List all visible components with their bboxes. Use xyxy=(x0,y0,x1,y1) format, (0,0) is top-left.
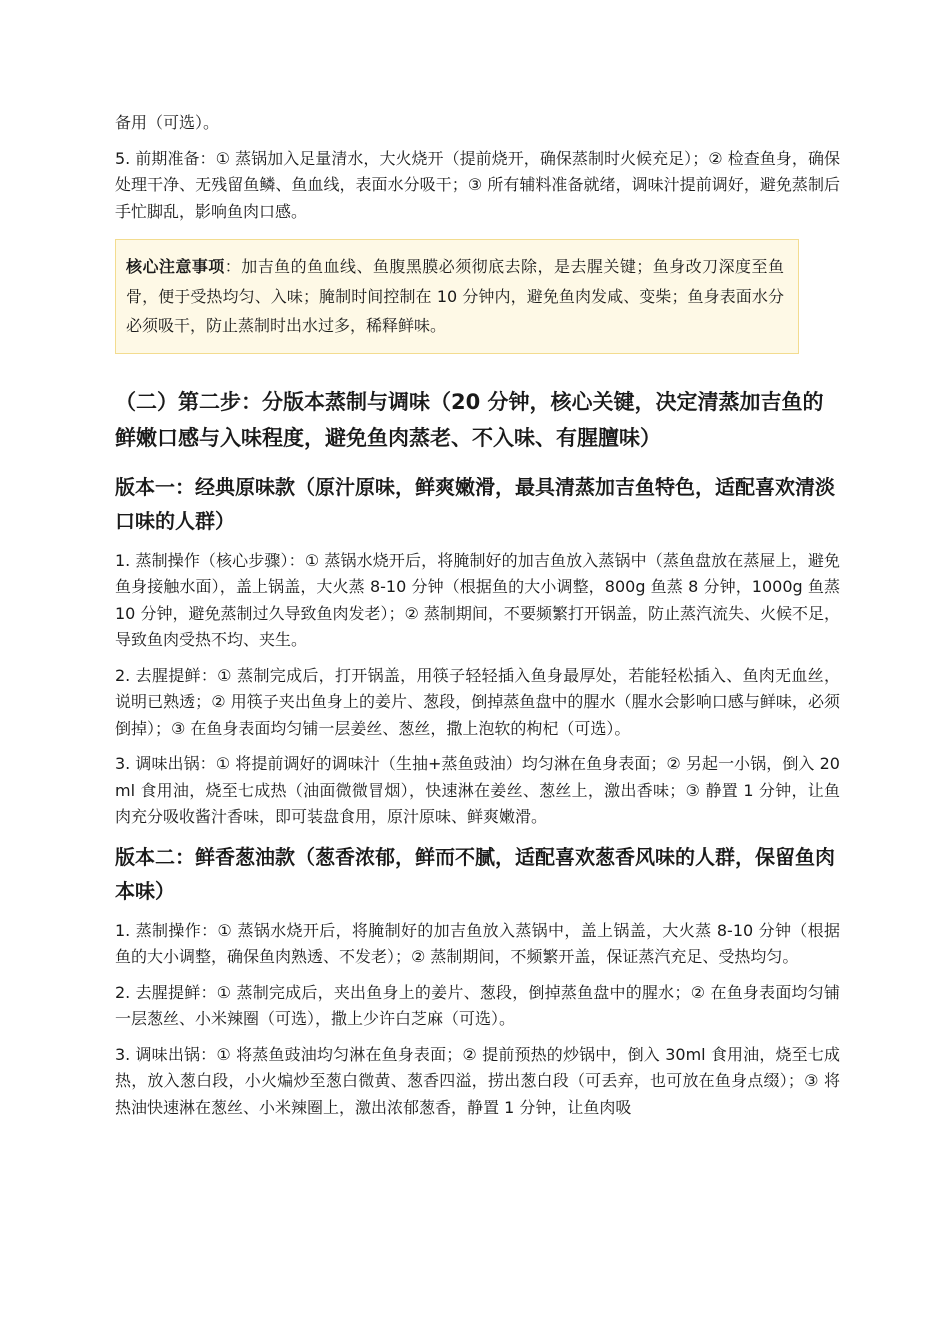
version1-item-3: 3. 调味出锅：① 将提前调好的调味汁（生抽+蒸鱼豉油）均匀淋在鱼身表面；② 另起一小锅，倒入 20ml 食用油，烧至七成热（油面微微冒烟），快速淋在姜丝、葱丝上，激出香味；③ 静置 1 分钟，让鱼肉充分吸收酱汁香味，即可装盘食用，原汁原味、鲜爽嫩滑。 xyxy=(115,754,840,826)
core-notes-title: 核心注意事项 xyxy=(126,257,225,276)
prep-tail-line: 备用（可选）。 xyxy=(115,113,220,132)
version2-item-2: 2. 去腥提鲜：① 蒸制完成后，夹出鱼身上的姜片、葱段，倒掉蒸鱼盘中的腥水；② 在鱼身表面均匀铺一层葱丝、小米辣圈（可选），撒上少许白芝麻（可选）。 xyxy=(115,982,840,1028)
version2-item-1: 1. 蒸制操作：① 蒸锅水烧开后，将腌制好的加吉鱼放入蒸锅中，盖上锅盖，大火蒸 8-10 分钟（根据鱼的大小调整，确保鱼肉熟透、不发老）；② 蒸制期间，不频繁开盖，保证蒸汽充足、受热均匀。 xyxy=(115,920,840,966)
step2-heading: （二）第二步：分版本蒸制与调味（20 分钟，核心关键，决定清蒸加吉鱼的鲜嫩口感与入味程度，避免鱼肉蒸老、不入味、有腥膻味） xyxy=(115,389,824,450)
core-notes-colon: ： xyxy=(224,257,242,276)
version2-heading: 版本二：鲜香葱油款（葱香浓郁，鲜而不腻，适配喜欢葱香风味的人群，保留鱼肉本味） xyxy=(115,844,835,903)
prep-item-5: 5. 前期准备：① 蒸锅加入足量清水，大火烧开（提前烧开，确保蒸制时火候充足）；② 检查鱼身，确保处理干净、无残留鱼鳞、鱼血线，表面水分吸干；③ 所有辅料准备就绪，调味汁提前调好，避免蒸制后手忙脚乱，影响鱼肉口感。 xyxy=(115,148,840,221)
version2-item-3: 3. 调味出锅：① 将蒸鱼豉油均匀淋在鱼身表面；② 提前预热的炒锅中，倒入 30ml 食用油，烧至七成热，放入葱白段，小火煸炒至葱白微黄、葱香四溢，捞出葱白段（可丢弃，也可放在鱼身点缀）；③ 将热油快速淋在葱丝、小米辣圈上，激出浓郁葱香，静置 1 分钟，让鱼肉吸 xyxy=(115,1044,840,1117)
version1-heading: 版本一：经典原味款（原汁原味，鲜爽嫩滑，最具清蒸加吉鱼特色，适配喜欢清淡口味的人群） xyxy=(115,474,835,533)
version1-item-1: 1. 蒸制操作（核心步骤）：① 蒸锅水烧开后，将腌制好的加吉鱼放入蒸锅中（蒸鱼盘放在蒸屉上，避免鱼身接触水面），盖上锅盖，大火蒸 8-10 分钟（根据鱼的大小调整，800g 鱼蒸 8 分钟，1000g 鱼蒸 10 分钟，避免蒸制过久导致鱼肉发老）；② 蒸制期间，不要频繁打开锅盖，防止蒸汽流失、火候不足，导致鱼肉受热不均、夹生。 xyxy=(115,550,840,649)
version1-item-2: 2. 去腥提鲜：① 蒸制完成后，打开锅盖，用筷子轻轻插入鱼身最厚处，若能轻松插入、鱼肉无血丝，说明已熟透；② 用筷子夹出鱼身上的姜片、葱段，倒掉蒸鱼盘中的腥水（腥水会影响口感与鲜味，必须倒掉）；③ 在鱼身表面均匀铺一层姜丝、葱丝，撒上泡软的枸杞（可选）。 xyxy=(115,665,840,738)
core-notes-box xyxy=(115,239,799,354)
core-notes-text xyxy=(126,252,784,341)
core-notes-body: 加吉鱼的鱼血线、鱼腹黑膜必须彻底去除，是去腥关键；鱼身改刀深度至鱼骨，便于受热均匀、入味；腌制时间控制在 10 分钟内，避免鱼肉发咸、变柴；鱼身表面水分必须吸干，防止蒸制时出水过多，稀释鲜味。 xyxy=(126,257,784,335)
document-page xyxy=(115,110,840,1130)
